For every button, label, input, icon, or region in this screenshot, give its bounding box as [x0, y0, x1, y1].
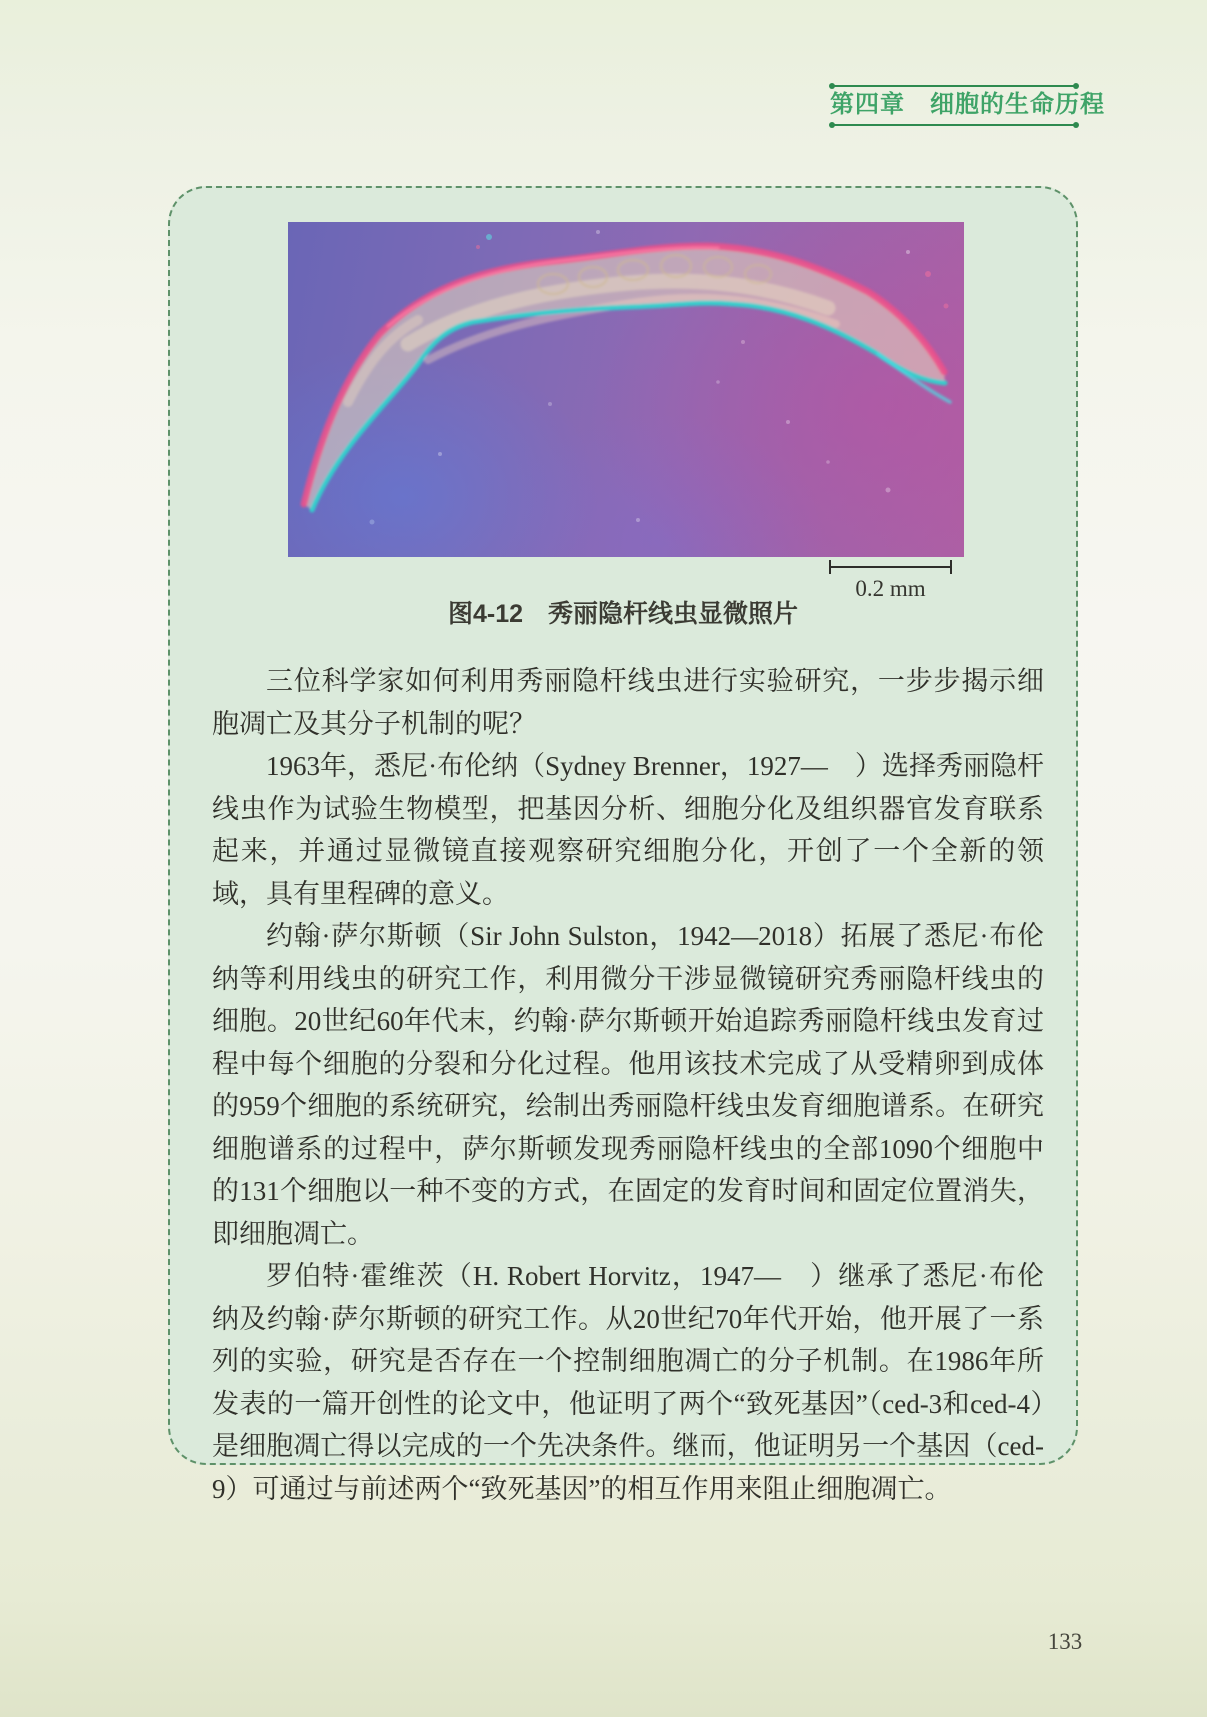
chapter-header [830, 85, 1105, 126]
figure-caption: 图4-12 秀丽隐杆线虫显微照片 [447, 600, 799, 628]
feature-box [168, 186, 1078, 1504]
paragraph: 罗伯特·霍维茨（H. Robert Horvitz，1947— ）继承了悉尼·布伦纳及约翰·萨尔斯顿的研究工作。从20世纪70年代开始，他开展了一系列的实验，研究是否存在一个控制细胞凋亡的分子机制。在1986年所发表的一篇开创性的论文中，他证明了两个“致死基因”（ced-3和ced-4）是细胞凋亡得以完成的一个先决条件。继而，他证明另一个基因（ced-9）可通过与前述两个“致死基因”的相互作用来阻止细胞凋亡。 [212, 1261, 1044, 1504]
page-number: 133 [1047, 1629, 1083, 1654]
c-elegans-worm-illustration [288, 222, 964, 557]
chapter-title: 第四章 细胞的生命历程 [830, 91, 1105, 118]
body-text [212, 660, 1044, 1510]
figure-image [288, 222, 964, 557]
scale-bar-label: 0.2 mm [855, 576, 926, 601]
header-rule-bottom [830, 124, 1078, 126]
scale-bar-line [829, 560, 952, 574]
paragraph: 约翰·萨尔斯顿（Sir John Sulston，1942—2018）拓展了悉尼·布伦纳等利用线虫的研究工作，利用微分干涉显微镜研究秀丽隐杆线虫的细胞。20世纪60年代末，约翰·萨尔斯顿开始追踪秀丽隐杆线虫发育过程中每个细胞的分裂和分化过程。他用该技术完成了从受精卵到成体的959个细胞的系统研究，绘制出秀丽隐杆线虫发育细胞谱系。在研究细胞谱系的过程中，萨尔斯顿发现秀丽隐杆线虫的全部1090个细胞中的131个细胞以一种不变的方式，在固定的发育时间和固定位置消失，即细胞凋亡。 [212, 921, 1044, 1249]
header-rule-top [830, 85, 1078, 87]
paragraph: 1963年，悉尼·布伦纳（Sydney Brenner，1927— ）选择秀丽隐杆线虫作为试验生物模型，把基因分析、细胞分化及组织器官发育联系起来，并通过显微镜直接观察研究细胞分化，开创了一个全新的领域，具有里程碑的意义。 [212, 751, 1044, 909]
paragraph: 三位科学家如何利用秀丽隐杆线虫进行实验研究，一步步揭示细胞凋亡及其分子机制的呢？ [212, 666, 1044, 739]
